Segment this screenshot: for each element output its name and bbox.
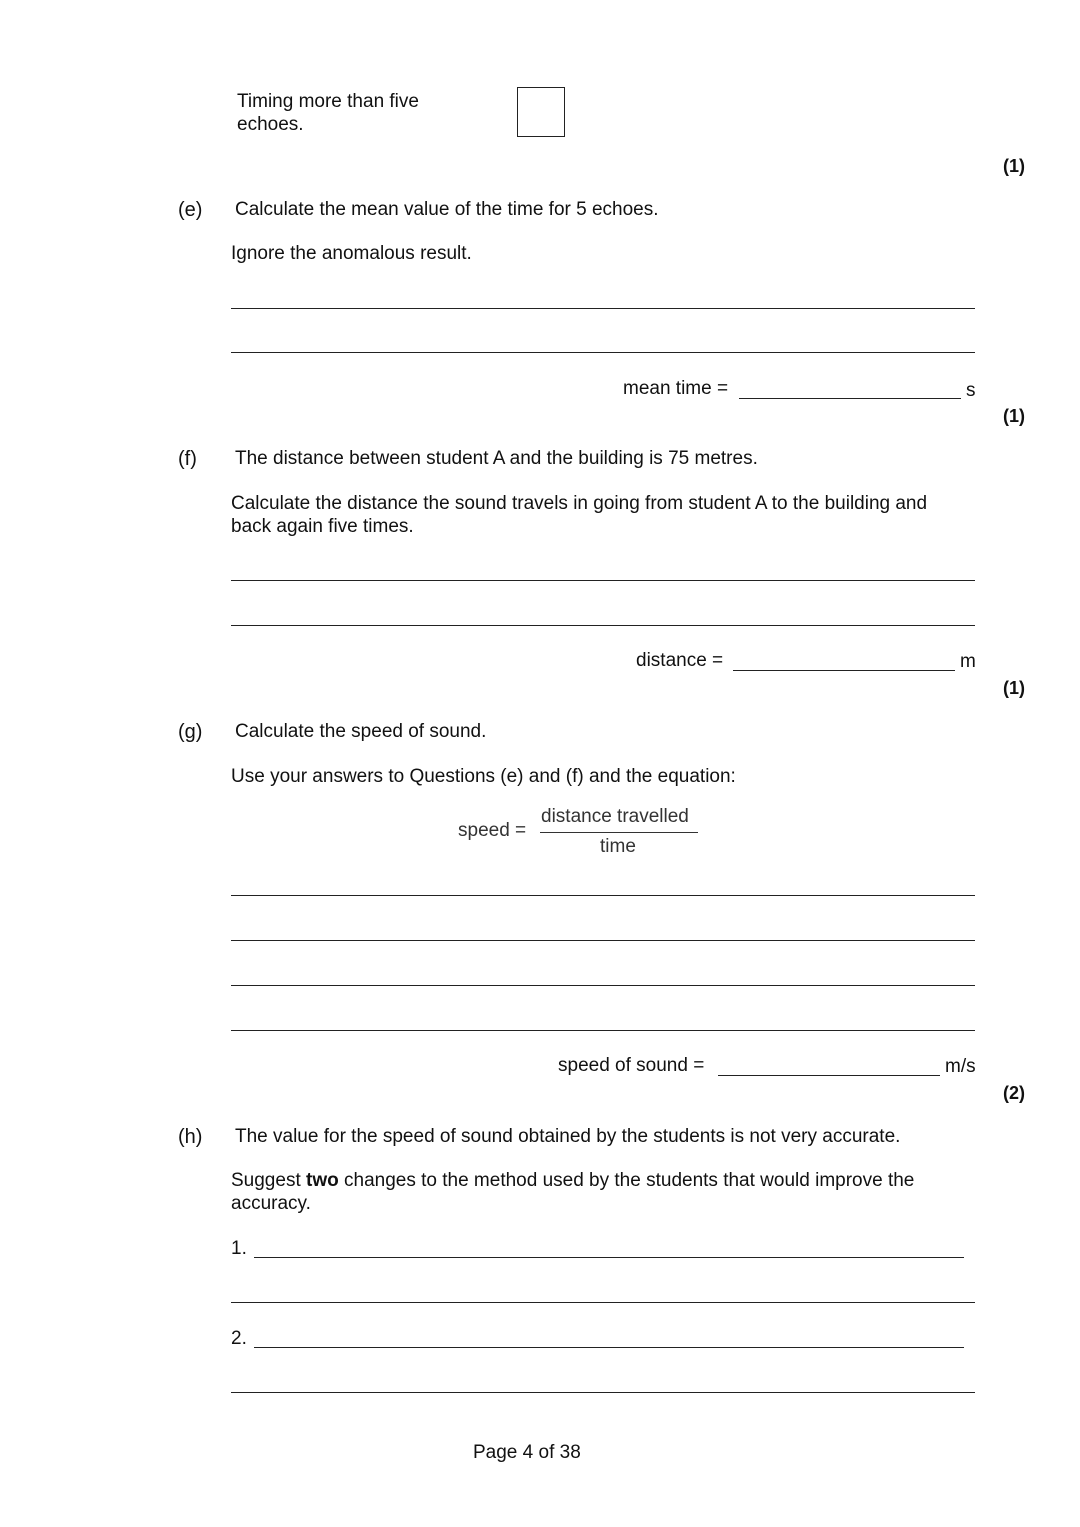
distance-answer-line[interactable] (733, 670, 955, 671)
page-number: 4 (522, 1442, 534, 1463)
question-f-instruction-line2: back again five times. (231, 516, 414, 537)
question-h-instruction-line2: accuracy. (231, 1193, 311, 1214)
answer-line[interactable] (231, 895, 975, 896)
answer-line[interactable] (231, 580, 975, 581)
equation-fraction-bar (540, 832, 698, 833)
mean-time-unit: s (966, 380, 976, 401)
marks-e: (1) (1003, 406, 1025, 426)
question-e-instruction: Ignore the anomalous result. (231, 243, 472, 264)
question-e-text: Calculate the mean value of the time for 5 echoes. (235, 199, 659, 220)
speed-answer-line[interactable] (718, 1075, 940, 1076)
answer-checkbox[interactable] (517, 87, 565, 137)
question-f-text: The distance between student A and the building is 75 metres. (235, 448, 758, 469)
answer-line[interactable] (231, 1392, 975, 1393)
answer-line-item-2[interactable] (254, 1347, 964, 1348)
marks-g: (2) (1003, 1083, 1025, 1103)
answer-line[interactable] (231, 1030, 975, 1031)
mean-time-label: mean time = (623, 378, 729, 399)
equation-numerator: distance travelled (541, 806, 689, 827)
question-g-label: (g) (178, 721, 203, 743)
mean-time-answer-line[interactable] (739, 398, 961, 399)
distance-label: distance = (636, 650, 724, 671)
question-h-label: (h) (178, 1126, 203, 1148)
equation-denominator: time (600, 836, 636, 857)
list-item-number-2: 2. (231, 1328, 247, 1349)
page-word: Page (473, 1442, 518, 1463)
option-text-line1: Timing more than five (237, 91, 419, 112)
question-g-text: Calculate the speed of sound. (235, 721, 487, 742)
question-h-text: The value for the speed of sound obtained by the students is not very accurate. (235, 1126, 901, 1147)
answer-line[interactable] (231, 308, 975, 309)
question-h-instruction-line1 (231, 1170, 914, 1192)
speed-of-sound-label: speed of sound = (558, 1055, 705, 1076)
question-f-label: (f) (178, 448, 197, 470)
answer-line[interactable] (231, 1302, 975, 1303)
marks-d: (1) (1003, 156, 1025, 176)
question-g-instruction: Use your answers to Questions (e) and (f) and the equation: (231, 766, 736, 787)
instruction-text-pre: Suggest (231, 1170, 306, 1191)
option-text-line2: echoes. (237, 114, 304, 135)
instruction-text-post: changes to the method used by the students that would improve the (338, 1170, 915, 1191)
question-e-label: (e) (178, 199, 203, 221)
question-f-instruction-line1: Calculate the distance the sound travels in going from student A to the building and (231, 493, 928, 514)
equation-lhs: speed = (458, 820, 527, 841)
answer-line-item-1[interactable] (254, 1257, 964, 1258)
list-item-number-1: 1. (231, 1238, 247, 1259)
distance-unit: m (960, 651, 976, 672)
page-total: 38 (559, 1442, 581, 1463)
instruction-emphasis: two (306, 1170, 339, 1191)
answer-line[interactable] (231, 625, 975, 626)
of-word: of (538, 1442, 555, 1463)
answer-line[interactable] (231, 352, 975, 353)
page-footer (473, 1442, 581, 1464)
speed-unit: m/s (945, 1056, 976, 1077)
answer-line[interactable] (231, 985, 975, 986)
marks-f: (1) (1003, 678, 1025, 698)
answer-line[interactable] (231, 940, 975, 941)
